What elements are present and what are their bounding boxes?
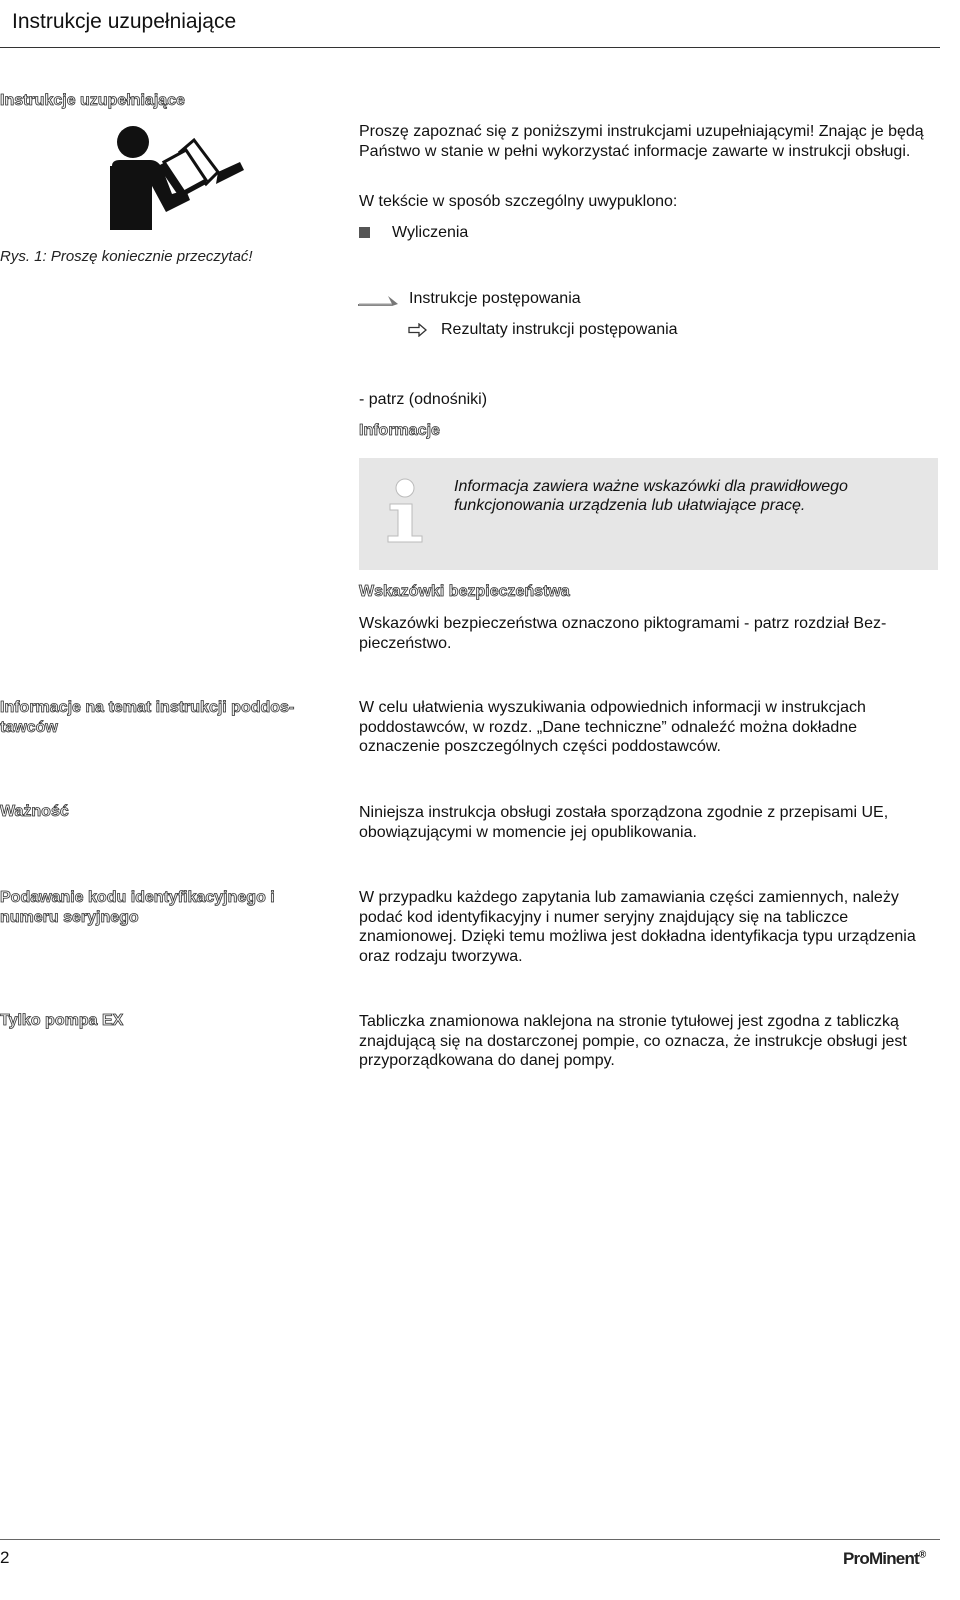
header-divider [0, 47, 940, 48]
section-text-subsupplier: W celu ułatwienia wyszukiwania odpowiednich informacji w instrukcjach poddostawców, w rozdz. „Dane techniczne” odnaleźć można dokładne oznaczenie poszczególnych części poddostawców. [359, 699, 866, 755]
section-heading-ex-pump: Tylko pompa EX [0, 1012, 124, 1029]
safety-heading: Wskazówki bezpieczeństwa [359, 583, 570, 600]
safety-text: Wskazówki bezpieczeństwa oznaczono piktogramami - patrz rozdział Bezpieczeństwo. [359, 615, 887, 652]
action-step-example: Instrukcje postępowania [409, 290, 581, 307]
result-arrow-icon [408, 323, 428, 337]
section-heading-identcode: Podawanie kodu identyfikacyjnego i numeru seryjnego [0, 889, 275, 926]
list-bullet-icon [359, 227, 370, 238]
page-number: 2 [0, 1548, 10, 1567]
action-arrow-icon [358, 292, 400, 308]
footer-divider [0, 1539, 940, 1540]
see-reference-example: - patrz (odnośniki) [359, 391, 488, 408]
section-text-validity: Niniejsza instrukcja obsługi została sporządzona zgodnie z przepisami UE, obowiązującymi w momencie jej opublikowania. [359, 804, 889, 841]
page-header-title: Instrukcje uzupełniające [12, 10, 237, 33]
section-text-identcode: W przypadku każdego zapytania lub zamawiania części zamiennych, należy podać kod identyfikacyjny i numer seryjny znajdujący się na tabliczce znamionowej. Dzięki temu możliwa jest dokładna identyfikacja typu urządzenia oraz rodzaju tworzywa. [359, 889, 916, 965]
reading-person-icon [106, 122, 262, 232]
action-result-example: Rezultaty instrukcji postępowania [441, 321, 678, 338]
info-text: Informacja zawiera ważne wskazówki dla prawidłowego funkcjonowania urządzenia lub ułatwiające pracę. [454, 478, 848, 514]
section-heading-subsupplier: Informacje na temat instrukcji poddostawców [0, 699, 295, 736]
info-icon [386, 478, 426, 544]
info-heading: Informacje [359, 422, 440, 439]
section-text-ex-pump: Tabliczka znamionowa naklejona na stronie tytułowej jest zgodna z tabliczką znajdującą się na dostarczonej pompie, co oznacza, że instrukcje obsługi jest przyporządkowana do danej pompy. [359, 1013, 907, 1069]
intro-paragraph: Proszę zapoznać się z poniższymi instrukcjami uzupełniającymi! Znając je będą Państwo w stanie w pełni wykorzystać informacje zawarte w instrukcji obsługi. [359, 123, 924, 160]
intro-heading: Instrukcje uzupełniające [0, 92, 185, 109]
brand-logo: ProMinent® [843, 1549, 926, 1568]
figure-caption: Rys. 1: Proszę koniecznie przeczytać! [0, 248, 253, 265]
section-heading-validity: Ważność [0, 803, 69, 820]
list-item-example: Wyliczenia [392, 224, 469, 241]
emphasis-intro: W tekście w sposób szczególny uwypuklono: [359, 193, 678, 210]
